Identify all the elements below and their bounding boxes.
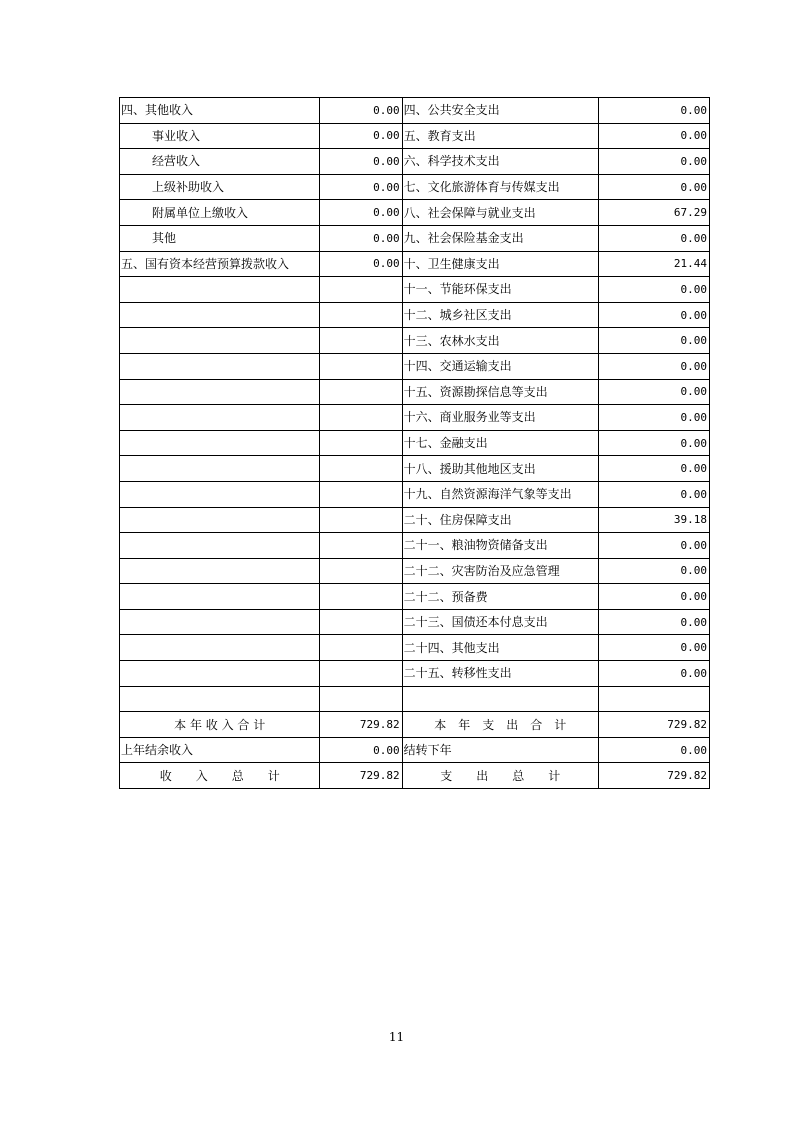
table-row <box>120 174 710 200</box>
expense-amount: 0.00 <box>598 635 709 661</box>
income-subtotal-label: 本 年 收 入 合 计 <box>120 712 320 738</box>
expense-amount: 0.00 <box>598 379 709 405</box>
expense-amount: 67.29 <box>598 200 709 226</box>
expense-label: 二十二、预备费 <box>402 584 598 610</box>
income-label <box>120 635 320 661</box>
table-row <box>120 481 710 507</box>
income-label <box>120 686 320 712</box>
table-row <box>120 712 710 738</box>
income-label: 五、国有资本经营预算拨款收入 <box>120 251 320 277</box>
expense-label: 二十三、国债还本付息支出 <box>402 609 598 635</box>
expense-amount: 0.00 <box>598 533 709 559</box>
table-row <box>120 353 710 379</box>
table-row <box>120 200 710 226</box>
income-amount: 0.00 <box>320 251 402 277</box>
table-row <box>120 737 710 763</box>
income-amount: 0.00 <box>320 200 402 226</box>
income-amount <box>320 558 402 584</box>
expense-amount: 0.00 <box>598 353 709 379</box>
income-amount <box>320 609 402 635</box>
expense-label: 八、社会保障与就业支出 <box>402 200 598 226</box>
table-row <box>120 123 710 149</box>
expense-total-amount: 729.82 <box>598 763 709 789</box>
expense-amount: 0.00 <box>598 609 709 635</box>
income-amount <box>320 481 402 507</box>
expense-amount: 0.00 <box>598 123 709 149</box>
expense-label: 十二、城乡社区支出 <box>402 302 598 328</box>
table-row <box>120 379 710 405</box>
expense-total-label: 支 出 总 计 <box>402 763 598 789</box>
expense-amount: 0.00 <box>598 174 709 200</box>
income-amount <box>320 353 402 379</box>
table-row <box>120 533 710 559</box>
income-label: 经营收入 <box>120 149 320 175</box>
expense-label: 二十四、其他支出 <box>402 635 598 661</box>
income-label <box>120 507 320 533</box>
expense-label: 五、教育支出 <box>402 123 598 149</box>
income-amount <box>320 686 402 712</box>
income-label <box>120 481 320 507</box>
income-label: 四、其他收入 <box>120 98 320 124</box>
income-amount <box>320 302 402 328</box>
table-row <box>120 225 710 251</box>
income-amount: 0.00 <box>320 225 402 251</box>
income-amount <box>320 507 402 533</box>
income-label: 附属单位上缴收入 <box>120 200 320 226</box>
expense-amount: 0.00 <box>598 430 709 456</box>
expense-amount: 0.00 <box>598 302 709 328</box>
income-subtotal-amount: 729.82 <box>320 712 402 738</box>
income-label <box>120 328 320 354</box>
expense-amount <box>598 686 709 712</box>
table-row <box>120 686 710 712</box>
table-row <box>120 98 710 124</box>
expense-label: 二十五、转移性支出 <box>402 661 598 687</box>
expense-amount: 0.00 <box>598 481 709 507</box>
income-amount <box>320 379 402 405</box>
table-row <box>120 609 710 635</box>
table-row <box>120 405 710 431</box>
income-amount <box>320 533 402 559</box>
expense-amount: 39.18 <box>598 507 709 533</box>
income-amount: 0.00 <box>320 149 402 175</box>
income-label <box>120 430 320 456</box>
income-label: 上年结余收入 <box>120 737 320 763</box>
income-label <box>120 584 320 610</box>
expense-label: 结转下年 <box>402 737 598 763</box>
income-amount <box>320 635 402 661</box>
expense-label: 十一、节能环保支出 <box>402 277 598 303</box>
expense-amount: 0.00 <box>598 584 709 610</box>
table-row <box>120 430 710 456</box>
table-row <box>120 661 710 687</box>
expense-amount: 0.00 <box>598 737 709 763</box>
expense-amount: 0.00 <box>598 456 709 482</box>
expense-amount: 0.00 <box>598 277 709 303</box>
expense-label: 十九、自然资源海洋气象等支出 <box>402 481 598 507</box>
income-amount: 0.00 <box>320 98 402 124</box>
income-label <box>120 533 320 559</box>
expense-amount: 0.00 <box>598 98 709 124</box>
table-row <box>120 251 710 277</box>
table-row <box>120 763 710 789</box>
income-amount: 0.00 <box>320 174 402 200</box>
income-amount <box>320 328 402 354</box>
expense-label: 十三、农林水支出 <box>402 328 598 354</box>
expense-amount: 0.00 <box>598 661 709 687</box>
income-expense-table <box>119 97 710 789</box>
table-row <box>120 277 710 303</box>
expense-label: 十六、商业服务业等支出 <box>402 405 598 431</box>
page-number: 11 <box>388 1030 405 1044</box>
expense-label: 十七、金融支出 <box>402 430 598 456</box>
income-amount: 0.00 <box>320 737 402 763</box>
income-label <box>120 302 320 328</box>
table-row <box>120 507 710 533</box>
expense-label: 四、公共安全支出 <box>402 98 598 124</box>
table-row <box>120 328 710 354</box>
expense-subtotal-amount: 729.82 <box>598 712 709 738</box>
expense-label: 二十二、灾害防治及应急管理 <box>402 558 598 584</box>
income-label: 上级补助收入 <box>120 174 320 200</box>
expense-label: 二十一、粮油物资储备支出 <box>402 533 598 559</box>
income-label <box>120 353 320 379</box>
income-amount <box>320 430 402 456</box>
expense-label: 二十、住房保障支出 <box>402 507 598 533</box>
expense-amount: 0.00 <box>598 225 709 251</box>
income-amount <box>320 661 402 687</box>
income-label <box>120 379 320 405</box>
table-row <box>120 635 710 661</box>
expense-amount: 21.44 <box>598 251 709 277</box>
table-row <box>120 558 710 584</box>
table-row <box>120 149 710 175</box>
expense-label: 六、科学技术支出 <box>402 149 598 175</box>
expense-label: 九、社会保险基金支出 <box>402 225 598 251</box>
income-label <box>120 609 320 635</box>
expense-amount: 0.00 <box>598 405 709 431</box>
income-label: 事业收入 <box>120 123 320 149</box>
expense-label: 十四、交通运输支出 <box>402 353 598 379</box>
income-amount <box>320 456 402 482</box>
expense-label <box>402 686 598 712</box>
table-row <box>120 456 710 482</box>
expense-label: 十五、资源勘探信息等支出 <box>402 379 598 405</box>
income-amount <box>320 277 402 303</box>
expense-amount: 0.00 <box>598 558 709 584</box>
income-amount: 0.00 <box>320 123 402 149</box>
income-label: 其他 <box>120 225 320 251</box>
expense-label: 十、卫生健康支出 <box>402 251 598 277</box>
expense-subtotal-label: 本 年 支 出 合 计 <box>402 712 598 738</box>
expense-label: 十八、援助其他地区支出 <box>402 456 598 482</box>
table-row <box>120 584 710 610</box>
income-label <box>120 661 320 687</box>
income-label <box>120 558 320 584</box>
expense-label: 七、文化旅游体育与传媒支出 <box>402 174 598 200</box>
income-total-amount: 729.82 <box>320 763 402 789</box>
expense-amount: 0.00 <box>598 149 709 175</box>
income-total-label: 收 入 总 计 <box>120 763 320 789</box>
income-label <box>120 405 320 431</box>
income-label <box>120 456 320 482</box>
income-amount <box>320 405 402 431</box>
expense-amount: 0.00 <box>598 328 709 354</box>
income-label <box>120 277 320 303</box>
income-amount <box>320 584 402 610</box>
table-row <box>120 302 710 328</box>
